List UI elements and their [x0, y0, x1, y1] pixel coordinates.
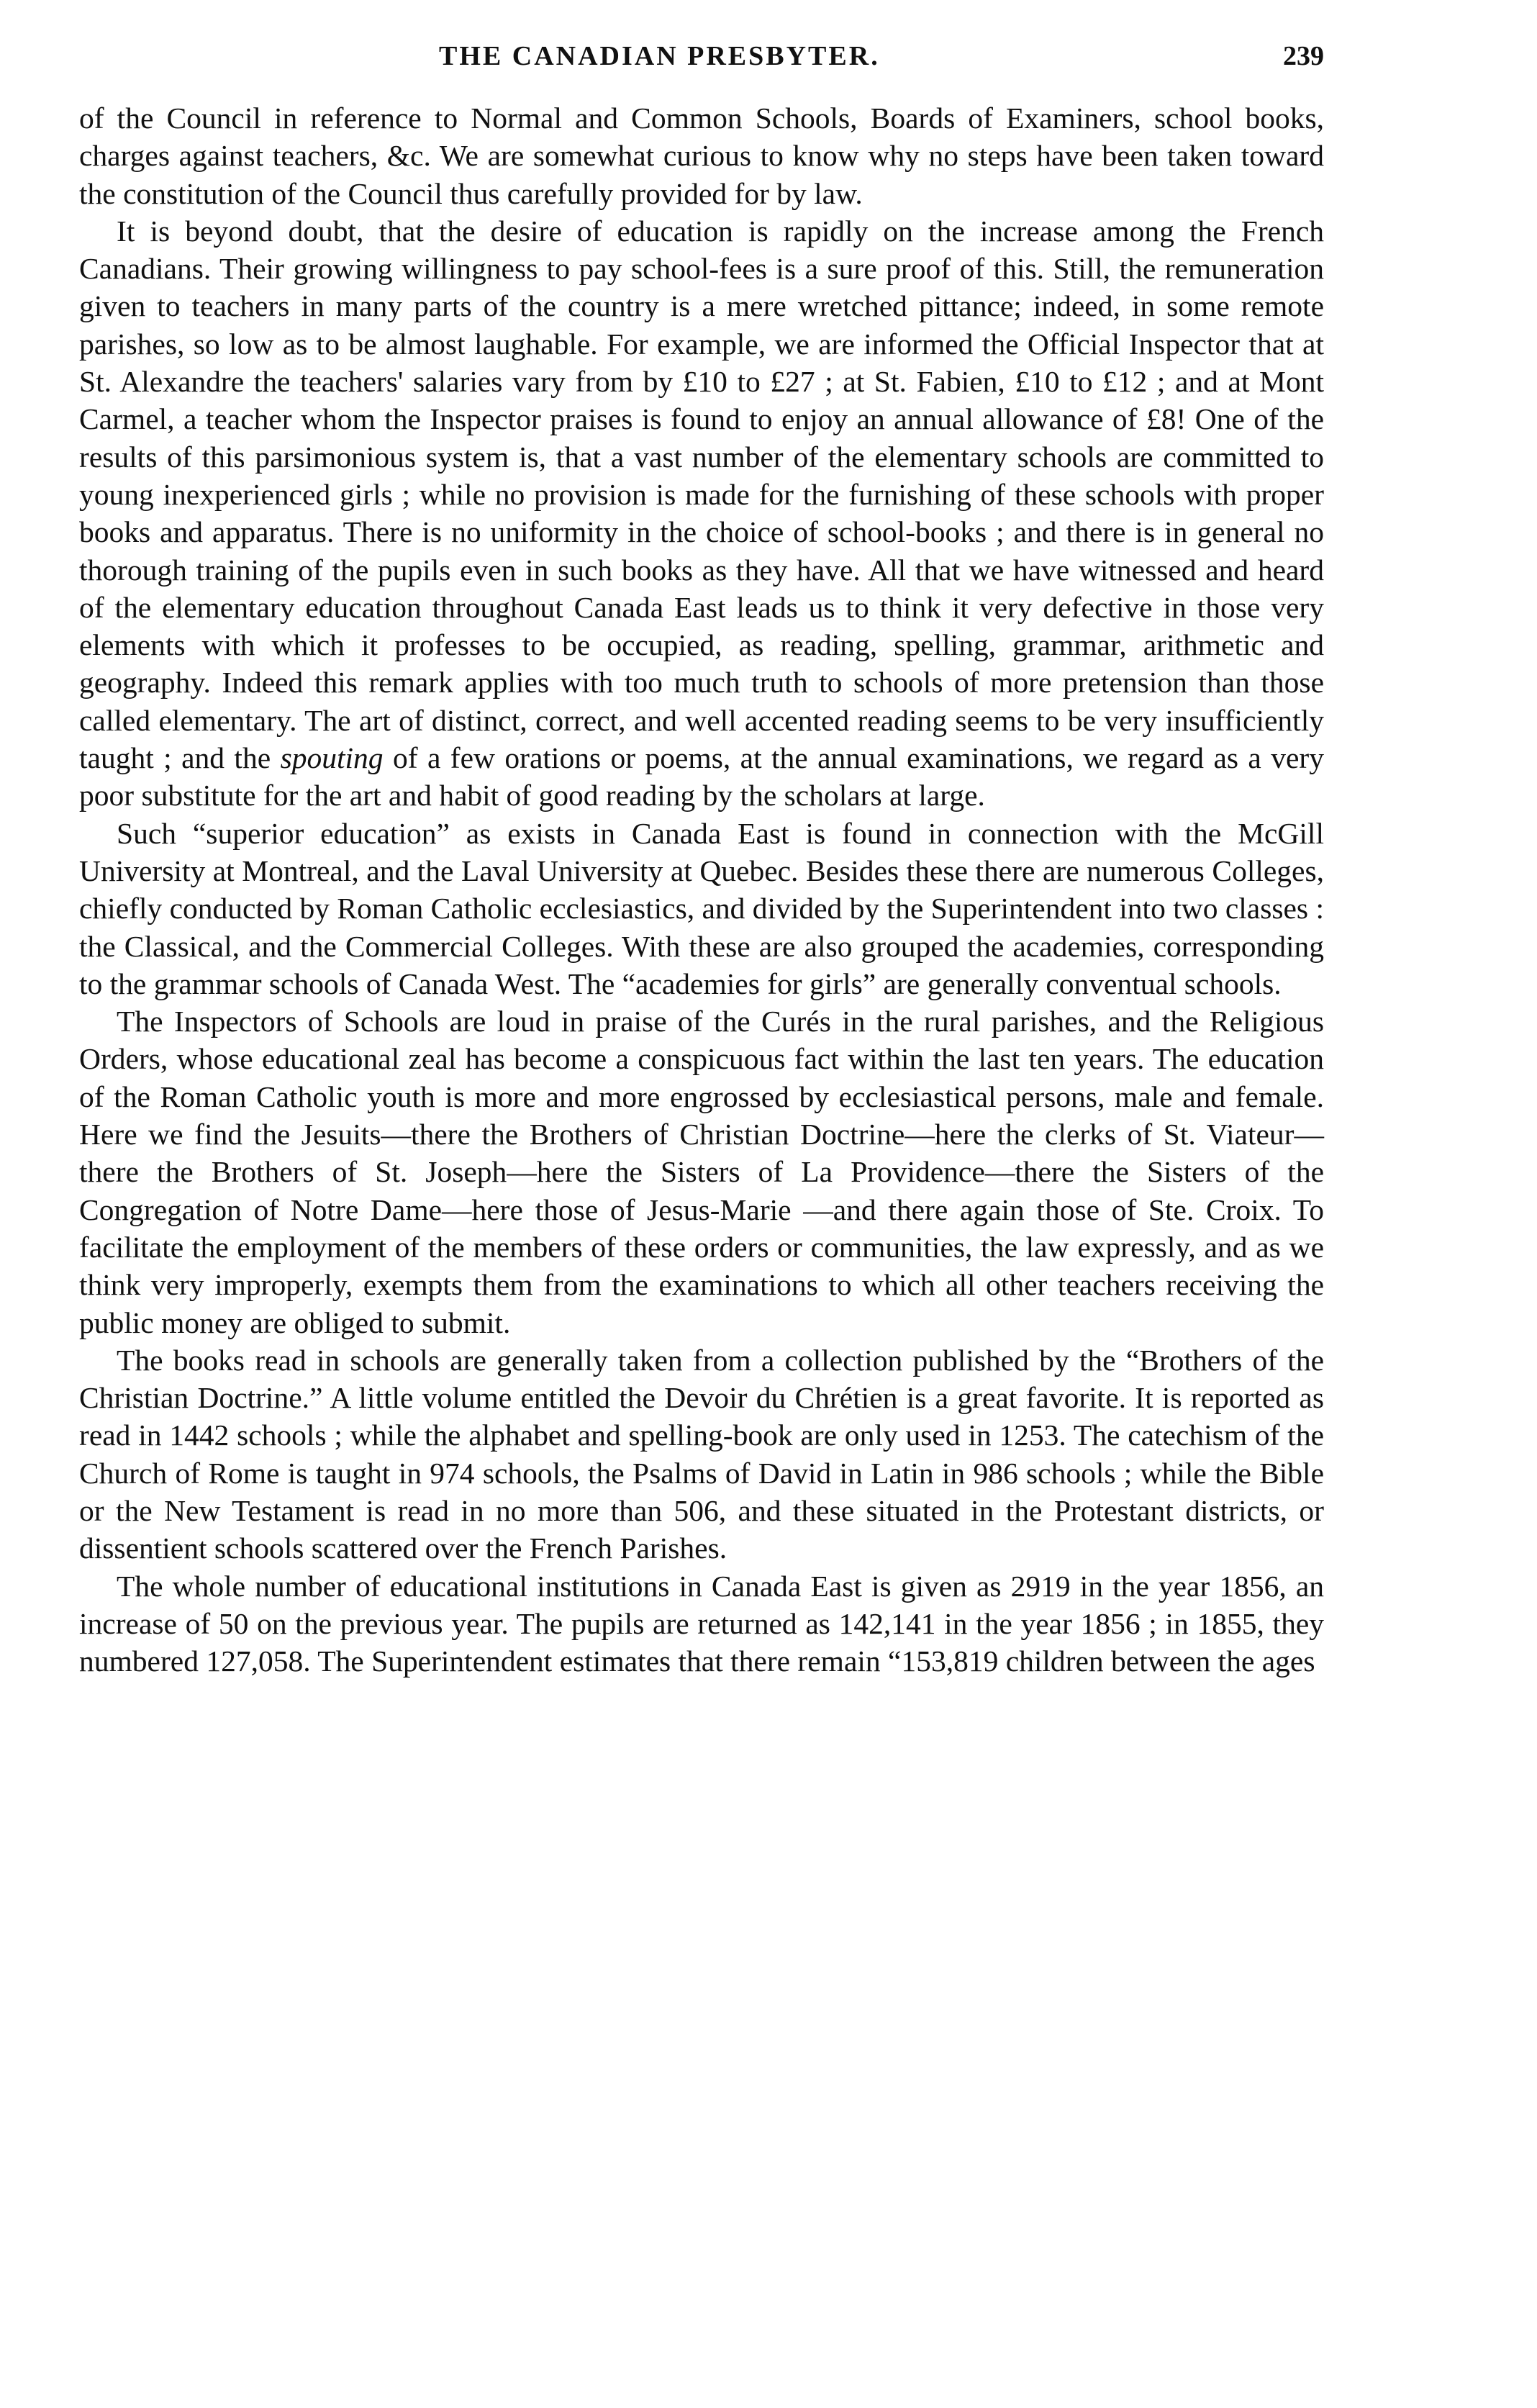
paragraph-text-after: of a few orations or poems, at the annual examinations, we regard as a very poor substitute for the art and habit of good reading by the scholars at large.: [79, 741, 1325, 813]
page-number: 239: [1283, 41, 1324, 71]
paragraph-inspectors: The Inspectors of Schools are loud in praise of the Curés in the rural parishes, and the Religious Orders, whose educational zeal has become a conspicuous fact within the last ten years. The education of the Roman Catholic youth is more and more engrossed by ecclesiastical persons, male and female. Here we find the Jesuits—there the Brothers of Christian Doctrine—here the clerks of St. Viateur—there the Brothers of St. Joseph—here the Sisters of La Providence—there the Sisters of the Congregation of Notre Dame—here those of Jesus-Marie —and there again those of Ste. Croix. To facilitate the employment of the members of these orders or communities, the law expressly, and as we think very improperly, exempts them from the examinations to which all other teachers receiving the public money are obliged to submit.: [79, 1005, 1324, 1339]
paragraph-superior-education: Such “superior education” as exists in Canada East is found in connection with the McGill University at Montreal, and the Laval University at Quebec. Besides these there are numerous Colleges, chiefly conducted by Roman Catholic ecclesiastics, and divided by the Superintendent into two classes : the Classical, and the Commercial Colleges. With these are also grouped the academies, corresponding to the grammar schools of Canada West. The “academies for girls” are generally conventual schools.: [79, 816, 1324, 1000]
paragraph-institutions: The whole number of educational institutions in Canada East is given as 2919 in the year 1856, an increase of 50 on the previous year. The pupils are returned as 142,141 in the year 1856 ; in 1855, they numbered 127,058. The Superintendent estimates that there remain “153,819 children between the ages: [79, 1569, 1324, 1678]
running-title: THE CANADIAN PRESBYTER.: [439, 41, 880, 71]
paragraph-education-increase: [79, 212, 1324, 815]
running-head: [79, 40, 1324, 83]
paragraph-books: The books read in schools are generally taken from a collection published by the “Brothers of the Christian Doctrine.” A little volume entitled the Devoir du Chrétien is a great favorite. It is reported as read in 1442 schools ; while the alphabet and spelling-book are only used in 1253. The catechism of the Church of Rome is taught in 974 schools, the Psalms of David in Latin in 986 schools ; while the Bible or the New Testament is read in no more than 506, and these situated in the Protestant districts, or dissentient schools scattered over the French Parishes.: [79, 1343, 1324, 1565]
body-text: [79, 99, 1324, 1680]
italic-word: spouting: [280, 741, 384, 775]
paragraph-continued: of the Council in reference to Normal and Common Schools, Boards of Examiners, school books, charges against teachers, &c. We are somewhat curious to know why no steps have been taken toward the constitution of the Council thus carefully provided for by law.: [79, 101, 1324, 210]
paragraph-text: It is beyond doubt, that the desire of education is rapidly on the increase among the French Canadians. Their growing willingness to pay school-fees is a sure proof of this. Still, the remuneration given to teachers in many parts of the country is a mere wretched pittance; indeed, in some remote parishes, so low as to be almost laughable. For example, we are informed the Official Inspector that at St. Alexandre the teachers' salaries vary from by £10 to £27 ; at St. Fabien, £10 to £12 ; and at Mont Carmel, a teacher whom the Inspector praises is found to enjoy an annual allowance of £8! One of the results of this parsimonious system is, that a vast number of the elementary schools are committed to young inexperienced girls ; while no provision is made for the furnishing of these schools with proper books and apparatus. There is no uniformity in the choice of school-books ; and there is in general no thorough training of the pupils even in such books as they have. All that we have witnessed and heard of the elementary education throughout Canada East leads us to think it very defective in those very elements with which it professes to be occupied, as reading, spelling, grammar, arithmetic and geography. Indeed this remark applies with too much truth to schools of more pretension than those called elementary. The art of distinct, correct, and well accented reading seems to be very insufficiently taught ; and the: [79, 214, 1324, 775]
